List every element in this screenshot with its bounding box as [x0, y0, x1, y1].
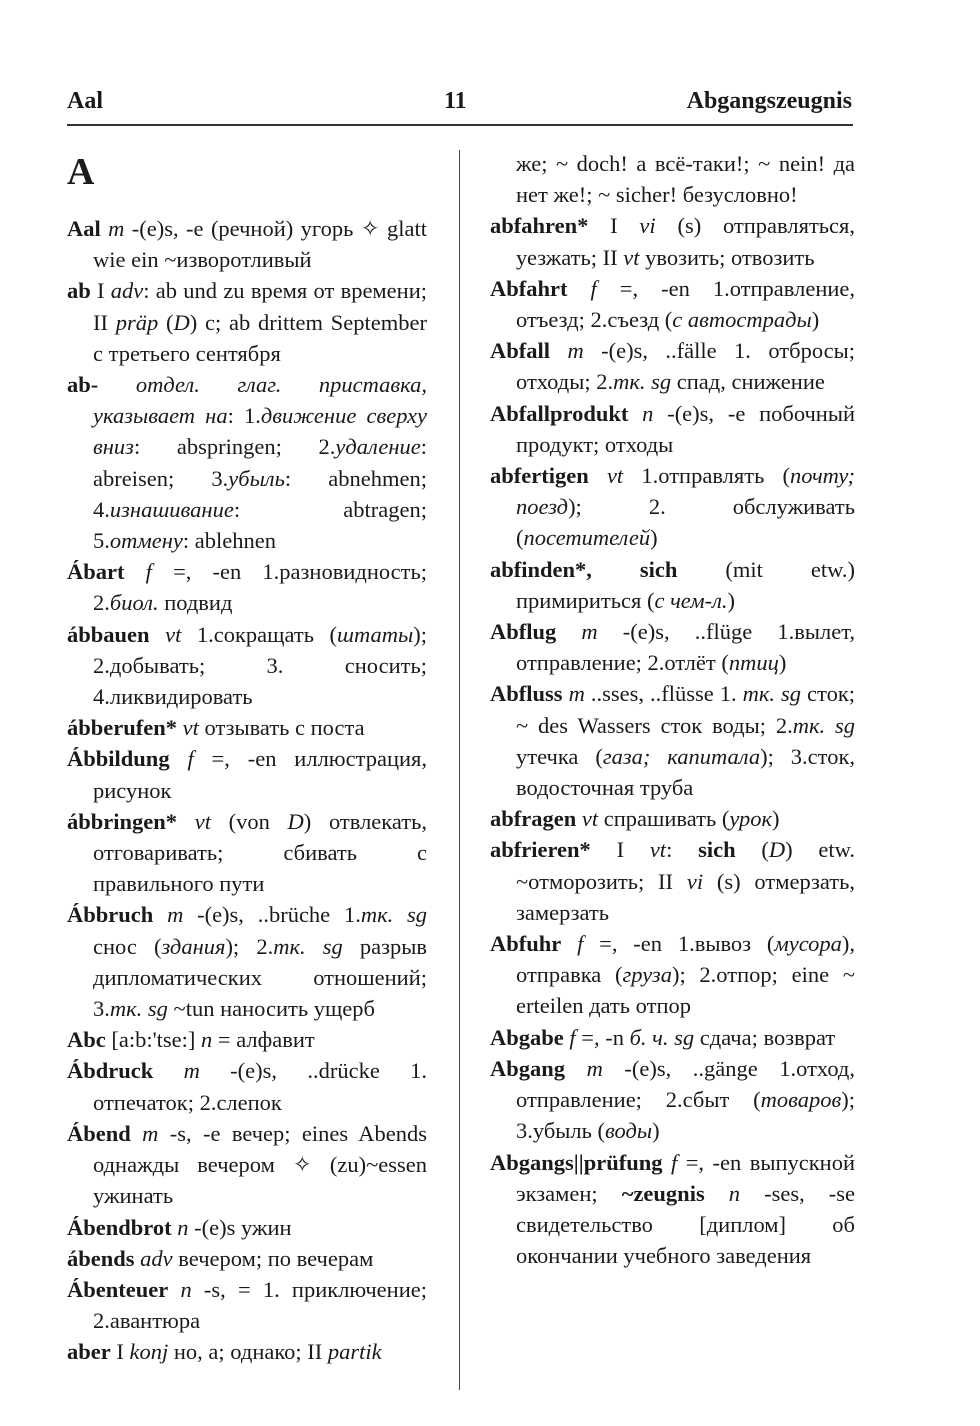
entry-text: (mit etw.) примириться ( [516, 556, 856, 613]
entry-text: спрашивать ( [598, 806, 730, 832]
entry-text [150, 622, 166, 647]
grammar-label: präp [115, 309, 159, 335]
headword: ab [67, 278, 91, 304]
grammar-label: почту; поезд [516, 463, 855, 520]
entry-text [153, 1058, 183, 1083]
headword: Ábenteuer [67, 1276, 169, 1302]
entry-text: : abnehmen; 4. [93, 465, 427, 522]
headword: ábbringen* [67, 808, 178, 834]
entry-text: 1.отправлять ( [623, 463, 791, 489]
entry-text: : ab und zu время от времени; II [93, 278, 427, 335]
headword: abfahren* [490, 213, 589, 239]
headword: ~zeugnis [621, 1180, 705, 1206]
entry-text [98, 372, 136, 397]
grammar-label: тк. sg [109, 996, 168, 1022]
entry-text: -s, = 1. приключение; 2.авантюра [93, 1276, 427, 1334]
dictionary-entry [67, 556, 427, 618]
headword: ábberufen* [67, 715, 178, 741]
dictionary-entry [67, 1243, 427, 1274]
entry-text: спад, снижение [671, 369, 825, 395]
grammar-label: n [177, 1214, 189, 1240]
dictionary-entry [490, 554, 855, 616]
dictionary-entry [67, 1212, 427, 1243]
headword: Aal [67, 216, 101, 241]
entry-text: отзывать с поста [198, 715, 365, 741]
entry-text: (s) отмерзать, замерзать [516, 868, 855, 925]
entry-text: вечером; по вечерам [172, 1245, 374, 1271]
entry-text: ) с; ab drittem September с третьего сентября [93, 309, 427, 366]
page-number: 11 [444, 88, 467, 114]
entry-text: -(e)s, ..drücke 1. отпечаток; 2.слепок [93, 1058, 428, 1115]
grammar-label: f [577, 931, 584, 957]
grammar-label: n [642, 400, 654, 426]
entry-text [177, 809, 195, 834]
dictionary-entry [67, 712, 427, 743]
dictionary-entry [490, 928, 855, 1022]
entry-text: ); 2.отпор; eine ~ erteilen дать отпор [516, 962, 855, 1019]
dictionary-entry [490, 1053, 855, 1147]
grammar-label: vt [649, 837, 667, 863]
dictionary-entry [490, 398, 855, 460]
headword: abfertigen [490, 463, 589, 489]
entry-text: ) [652, 1118, 660, 1144]
entry-text: I [110, 1339, 130, 1365]
grammar-label: штаты [337, 621, 414, 647]
entry-text: ) etw. ~отморозить; II [516, 837, 855, 894]
entry-text: ( [735, 837, 769, 863]
grammar-label: тк. sg [792, 712, 855, 738]
headword: Ábend [67, 1120, 131, 1146]
running-head-last-word: Abgangszeugnis [686, 88, 852, 114]
entry-text [170, 746, 188, 771]
right-column [490, 148, 855, 1271]
dictionary-entry [490, 678, 855, 803]
entry-text: ( [158, 309, 174, 335]
entry-text: разрыв дипломатических отношений; 3. [93, 933, 427, 1022]
grammar-label: n [728, 1180, 741, 1206]
headword: Abfallprodukt [490, 400, 629, 426]
entry-text [168, 1277, 180, 1302]
grammar-label: m [568, 681, 585, 707]
column-divider [459, 150, 460, 1390]
grammar-label: adv [140, 1245, 173, 1271]
grammar-label: f [187, 746, 194, 772]
headword: aber [67, 1339, 111, 1365]
entry-text: -(e)s, ..flüge 1.вылет, отправление; 2.отлёт ( [516, 619, 855, 676]
grammar-label: m [167, 902, 184, 928]
entry-text: =, -en выпускной экзамен; [516, 1149, 856, 1206]
dictionary-entry [490, 803, 855, 834]
headword: Abgang [490, 1055, 566, 1081]
grammar-label: движение сверху вниз [93, 403, 427, 460]
grammar-label: vt [182, 715, 199, 741]
entry-continuation: же; ~ doch! а всё-таки!; ~ nein! да нет же!; ~ sicher! безусловно! [516, 151, 855, 208]
grammar-label: товаров [760, 1087, 842, 1113]
entry-text: ..sses, ..flüsse 1. [584, 681, 743, 707]
entry-text: : [666, 837, 699, 863]
entry-text: сдача; возврат [694, 1024, 836, 1050]
entry-text: I [90, 278, 111, 304]
headword: abfragen [490, 806, 577, 832]
grammar-label: тк. sg [742, 681, 802, 707]
dictionary-entry [490, 335, 855, 397]
grammar-label: птиц [728, 650, 779, 676]
entry-text [153, 902, 167, 927]
entry-text: (von [210, 808, 288, 834]
entry-text [550, 338, 567, 363]
grammar-label: f [569, 1024, 576, 1050]
dictionary-entry [67, 213, 427, 275]
entry-text: : abspringen; 2. [133, 434, 336, 460]
headword: Abgangs||prüfung [490, 1149, 663, 1175]
dictionary-entry [67, 275, 427, 369]
entry-text: ), отправка ( [516, 931, 856, 988]
grammar-label: тк. sg [613, 369, 672, 395]
headword: ábends [67, 1245, 135, 1271]
entry-text: ~tun наносить ущерб [167, 996, 375, 1022]
entry-text: =, -en 1.вывоз ( [583, 931, 775, 957]
grammar-label: m [108, 216, 125, 241]
dictionary-entry [490, 460, 855, 554]
entry-text [705, 1181, 729, 1206]
headword: Abfluss [490, 681, 563, 707]
grammar-label: vi [639, 213, 656, 239]
grammar-label: f [670, 1149, 678, 1175]
grammar-label: vt [165, 621, 182, 647]
entry-text: -(e)s, ..fälle 1. отбросы; отходы; 2. [516, 338, 856, 395]
dictionary-entry [67, 1024, 427, 1055]
grammar-label: убыль [228, 465, 285, 491]
entry-text [628, 401, 642, 426]
header-rule [67, 124, 853, 126]
dictionary-entry [67, 1055, 427, 1117]
dictionary-entry [67, 619, 427, 713]
entry-text: 1.сокращать ( [181, 621, 337, 647]
entry-text: ); 3.сток, водосточная труба [516, 743, 855, 801]
grammar-label: тк. sg [273, 933, 343, 959]
grammar-label: отмену [109, 528, 183, 554]
entry-text: -(e)s, ..brüche 1. [183, 902, 361, 928]
entry-text: ) отвлекать, отговаривать; сбивать с правильного пути [93, 808, 427, 897]
entry-text [125, 559, 146, 584]
headword: Abgabe [490, 1024, 564, 1050]
entry-text: (s) отправляться, уезжать; II [516, 213, 855, 270]
dictionary-entry [490, 210, 855, 272]
grammar-label: б. ч. sg [629, 1024, 695, 1050]
grammar-label: vt [581, 806, 599, 832]
left-column [67, 213, 427, 1368]
entry-text [565, 1056, 587, 1081]
grammar-label: m [581, 619, 598, 645]
entry-text: : abreisen; 3. [93, 434, 427, 491]
entry-text: утечка ( [516, 743, 603, 769]
headword: Abc [67, 1027, 106, 1053]
entry-text: -ses, -se свидетельство [диплом] об окончании учебного заведения [516, 1180, 856, 1269]
grammar-label: удаление [335, 434, 421, 460]
entry-text: = алфавит [212, 1027, 315, 1053]
entry-text: ) [811, 307, 820, 333]
entry-text: : ablehnen [182, 528, 276, 554]
headword: Abflug [490, 619, 557, 645]
section-letter: A [67, 151, 95, 193]
dictionary-entry [67, 1118, 427, 1212]
entry-text: -(e)s, -e (речной) угорь ✧ glatt wie ein ~изворотливый [93, 216, 427, 273]
entry-text: =, -en иллюстрация, рисунок [93, 746, 427, 803]
dictionary-entry [490, 1147, 855, 1272]
headword: Ábendbrot [67, 1214, 172, 1240]
grammar-label: vt [194, 808, 211, 834]
grammar-label: с чем-л. [654, 587, 728, 613]
dictionary-entry [490, 273, 855, 335]
grammar-label: воды [605, 1118, 653, 1144]
grammar-label: f [145, 559, 152, 585]
grammar-label: f [590, 275, 597, 301]
grammar-label: vi [686, 868, 704, 894]
grammar-label: груза [622, 962, 672, 988]
entry-text: увозить; отвозить [639, 244, 815, 270]
headword: Ábbruch [67, 902, 154, 928]
entry-text: -(e)s, ..gänge 1.отход, отправление; 2.сбыт ( [516, 1055, 855, 1113]
entry-text: I [588, 213, 640, 239]
grammar-label: здания [161, 933, 226, 959]
headword: Ábart [67, 559, 125, 585]
entry-text: ) [650, 525, 658, 551]
headword: ab- [67, 372, 99, 398]
dictionary-entry [67, 1336, 427, 1367]
dictionary-entry [67, 899, 427, 1024]
dictionary-entry [67, 806, 427, 900]
entry-text [556, 619, 581, 644]
headword: ábbauen [67, 621, 150, 647]
grammar-label: m [142, 1120, 159, 1146]
headword: abfrieren* [490, 837, 591, 863]
entry-text: сток; ~ des Wassers сток воды; 2. [516, 681, 855, 738]
entry-text: -(e)s ужин [188, 1214, 292, 1240]
dictionary-entry [490, 834, 855, 928]
grammar-label: m [586, 1055, 603, 1081]
grammar-label: биол. [109, 590, 159, 616]
grammar-label: газа; капитала [602, 743, 761, 769]
entry-text: -s, -e вечер; eines Abends однажды вечером ✧ (zu)~essen ужинать [93, 1120, 427, 1209]
entry-text: ); 2. обслуживать ( [516, 494, 855, 551]
entry-text: =, -en 1.разновидность; 2. [93, 559, 427, 616]
headword: Abfahrt [490, 275, 568, 301]
entry-text: подвид [158, 590, 233, 616]
entry-text [561, 931, 577, 956]
grammar-label: m [567, 338, 584, 364]
grammar-label: n [180, 1276, 192, 1302]
entry-text [131, 1121, 142, 1146]
running-head-first-word: Aal [67, 88, 103, 114]
entry-text: ); 2. [225, 933, 274, 959]
grammar-label: vt [606, 463, 624, 489]
entry-text: ) [727, 587, 736, 613]
dictionary-entry [67, 743, 427, 805]
headword: Ábbildung [67, 746, 170, 772]
grammar-label: мусора [774, 931, 842, 957]
grammar-label: посетителей [523, 525, 651, 551]
grammar-label: n [201, 1027, 213, 1053]
grammar-label: konj [129, 1339, 169, 1365]
headword: Ábdruck [67, 1058, 154, 1084]
headword: sich [698, 837, 736, 863]
entry-text: =, -n [575, 1024, 630, 1050]
entry-text: ); 3.убыль ( [516, 1087, 855, 1144]
headword: abfinden*, sich [490, 556, 678, 582]
entry-text: ) [772, 806, 780, 832]
grammar-label: D [173, 309, 190, 335]
grammar-label: adv [110, 278, 144, 304]
grammar-label: D [287, 808, 304, 834]
entry-text: I [590, 837, 650, 863]
entry-text: [a:b:'tse:] [105, 1027, 202, 1053]
entry-text: но, а; однако; II [168, 1339, 328, 1365]
entry-text [662, 1150, 670, 1175]
grammar-label: отдел. глаг. приставка, указывает на [93, 372, 427, 429]
dictionary-entry [490, 1022, 855, 1053]
grammar-label: урок [729, 806, 773, 832]
entry-text: ) [778, 650, 787, 676]
headword: Abfall [490, 338, 551, 364]
entry-text: : 1. [227, 403, 261, 429]
entry-text [568, 276, 591, 301]
dictionary-entry [67, 369, 427, 556]
grammar-label: изнашивание [109, 496, 234, 522]
entry-text: =, -en 1.отправление, отъезд; 2.съезд ( [516, 275, 856, 333]
grammar-label: vt [623, 244, 640, 270]
headword: Abfuhr [490, 931, 562, 957]
entry-text: : abtragen; 5. [93, 496, 427, 554]
grammar-label: m [183, 1058, 200, 1084]
dictionary-entry [67, 1274, 427, 1336]
grammar-label: тк. sg [360, 902, 428, 928]
entry-text: -(e)s, -e побочный продукт; отходы [516, 400, 856, 457]
grammar-label: partik [327, 1339, 382, 1365]
entry-text: снос ( [93, 933, 162, 959]
dictionary-entry [490, 616, 855, 678]
entry-text: ); 2.добывать; 3. сносить; 4.ликвидировать [93, 621, 427, 710]
grammar-label: D [768, 837, 786, 863]
grammar-label: с автострады [672, 307, 812, 333]
entry-text [589, 463, 607, 488]
